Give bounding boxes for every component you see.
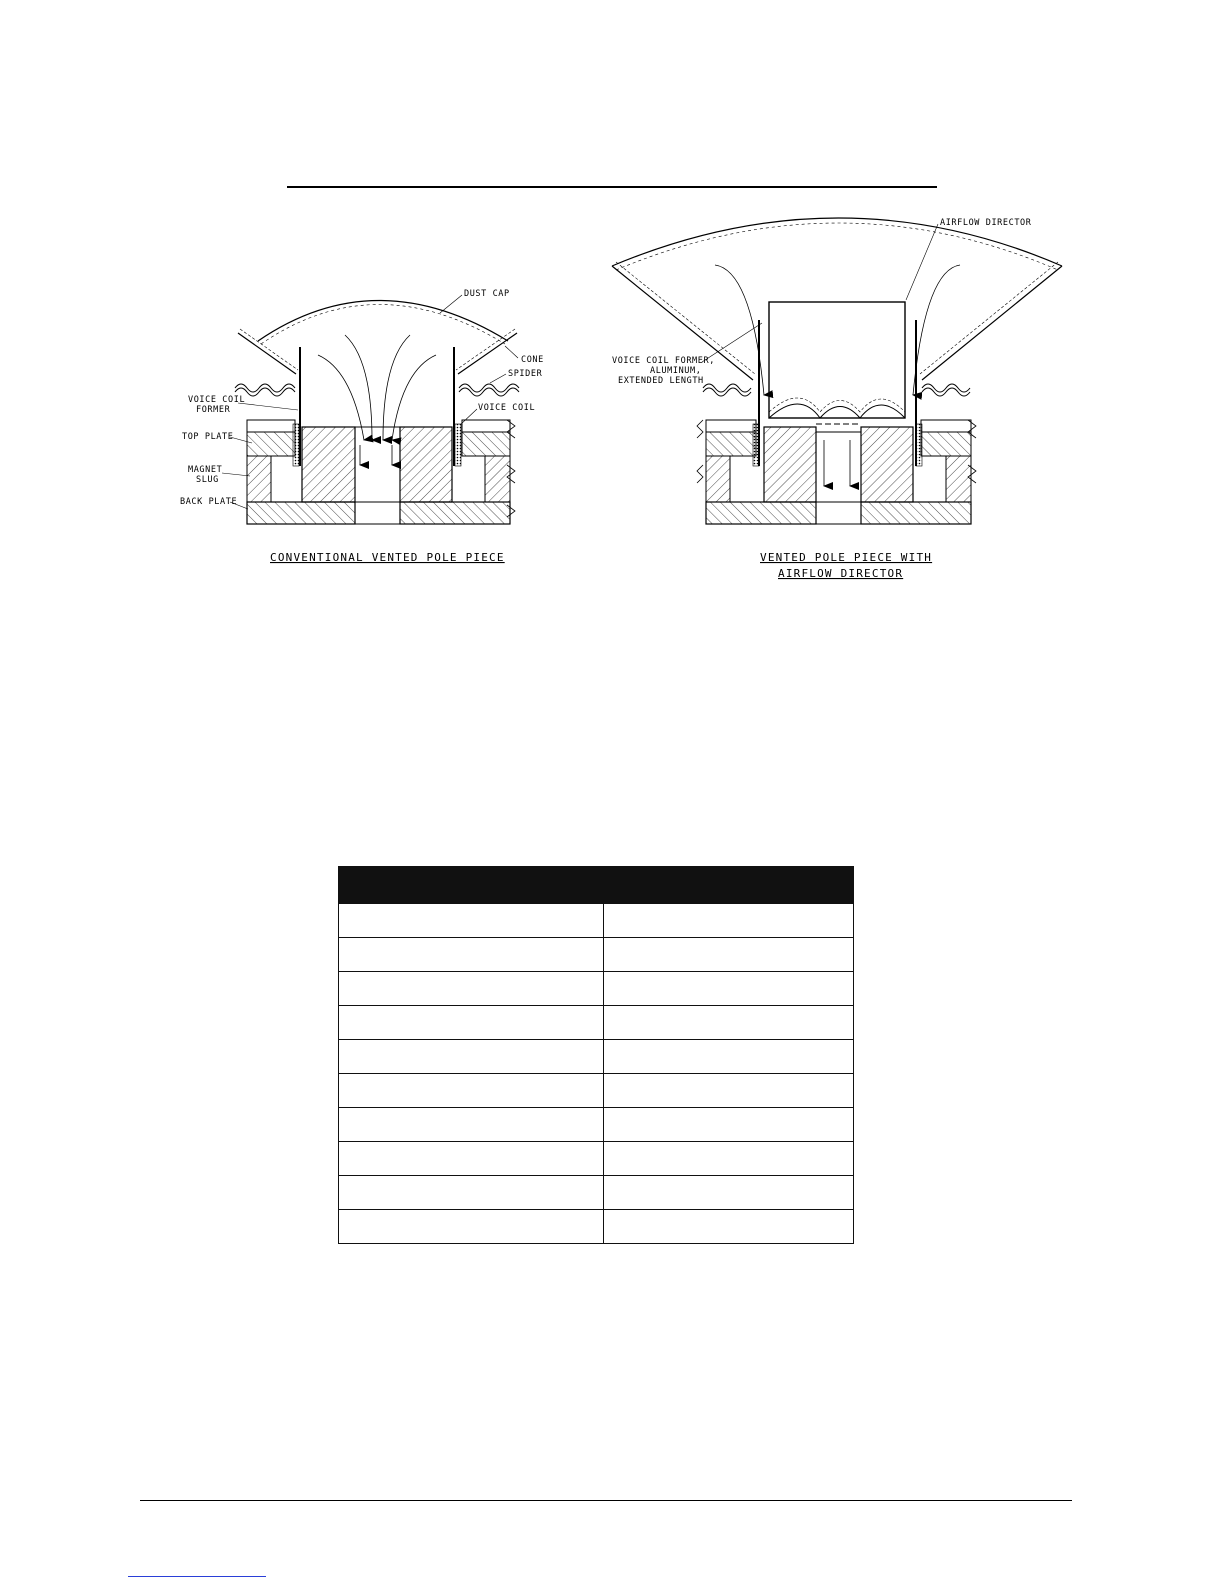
table-cell [604,972,854,1006]
label-magnet: MAGNET [188,465,223,475]
table-row [339,1210,854,1244]
table-cell [604,1176,854,1210]
label-top-plate: TOP PLATE [182,432,234,442]
table-cell [339,1142,604,1176]
pole-piece-figure [0,0,1225,600]
label-spider: SPIDER [508,369,543,379]
table-cell [339,1006,604,1040]
table-row [339,972,854,1006]
table-row [339,938,854,972]
table-row [339,1142,854,1176]
table-cell [604,1142,854,1176]
table-cell [604,1040,854,1074]
table-header-cell [339,867,604,904]
table-cell [339,904,604,938]
table-cell [604,938,854,972]
table-cell [339,1074,604,1108]
table-cell [604,1210,854,1244]
table-header-row [339,867,854,904]
footer-rule [140,1500,1072,1501]
table-cell [604,1006,854,1040]
footer-link[interactable] [128,1576,266,1577]
label-airflow-director: AIRFLOW DIRECTOR [940,218,1032,228]
table-row [339,1006,854,1040]
left-diagram [222,295,519,524]
caption-left: CONVENTIONAL VENTED POLE PIECE [270,551,505,564]
label-former-line3: EXTENDED LENGTH [618,376,704,386]
label-voice-coil: VOICE COIL [478,403,536,413]
table-row [339,1040,854,1074]
table-cell [339,1210,604,1244]
label-voice-coil-former-2: FORMER [196,405,231,415]
table-cell [604,1074,854,1108]
table-cell [339,1108,604,1142]
table-row [339,904,854,938]
label-former-line1: VOICE COIL FORMER, [612,356,715,366]
table-row [339,1074,854,1108]
caption-right-line1: VENTED POLE PIECE WITH [760,551,933,564]
table-cell [339,1176,604,1210]
table-cell [339,972,604,1006]
caption-right-line2: AIRFLOW DIRECTOR [778,567,904,580]
label-slug: SLUG [196,475,219,485]
label-voice-coil-former-1: VOICE COIL [188,395,246,405]
table-row [339,1108,854,1142]
data-table [338,866,854,1244]
table-row [339,1176,854,1210]
label-dust-cap: DUST CAP [464,289,510,299]
table-cell [339,938,604,972]
label-former-line2: ALUMINUM, [650,366,702,376]
table-cell [604,904,854,938]
label-cone: CONE [521,355,544,365]
table-header-cell [604,867,854,904]
label-back-plate: BACK PLATE [180,497,238,507]
table-cell [339,1040,604,1074]
table-cell [604,1108,854,1142]
